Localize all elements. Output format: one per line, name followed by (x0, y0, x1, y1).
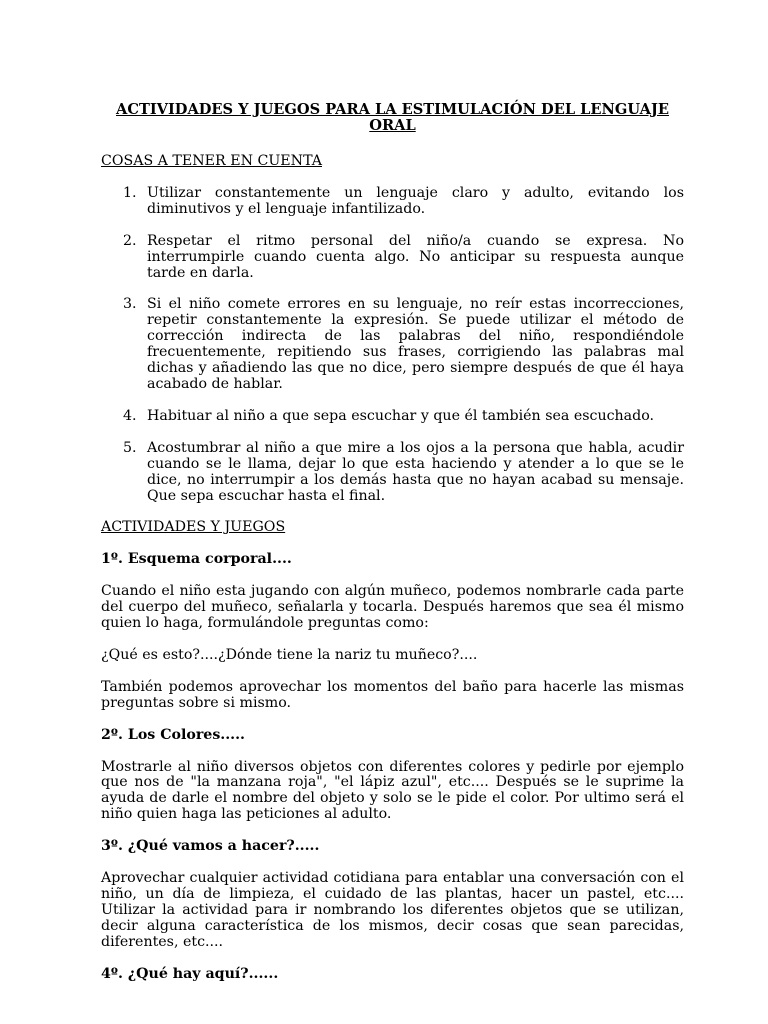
list-number: 1. (123, 184, 137, 201)
activity-1-paragraph-3: También podemos aprovechar los momentos del baño para hacerle las mismas preguntas sobre si mismo. (101, 678, 684, 711)
activity-1-paragraph-1: Cuando el niño esta jugando con algún muñeco, podemos nombrarle cada parte del cuerpo del muñeco, señalarla y tocarla. Después haremos que sea él mismo quien lo haga, formulándole preguntas como: (101, 583, 684, 632)
activity-2-paragraph-1: Mostrarle al niño diversos objetos con diferentes colores y pedirle por ejemplo que nos de "la manzana roja", "el lápiz azul", etc.... Después se le suprime la ayuda de darle el nombre del objeto y solo se le pide el color. Por ultimo será el niño quien haga las peticiones al adulto. (101, 758, 684, 823)
activity-4-title: 4º. ¿Qué hay aquí?...... (101, 965, 279, 982)
list-item-text: Respetar el ritmo personal del niño/a cuando se expresa. No interrumpirle cuando cuenta algo. No anticipar su respuesta aunque tarde en darla. (147, 232, 684, 281)
list-item (101, 409, 684, 425)
list-item-text: Si el niño comete errores en su lenguaje, no reír estas incorrecciones, repetir constantemente la expresión. Se puede utilizar el método de corrección indirecta de las palabras del niño, respondiéndole frecuentemente, repitiendo sus frases, corrigiendo las palabras mal dichas y añadiendo las que no dice, pero siempre después de que él haya acabado de hablar. (147, 296, 684, 392)
list-item (101, 297, 684, 392)
list-number: 3. (123, 296, 137, 313)
list-number: 4. (123, 407, 137, 424)
activity-2-title: 2º. Los Colores..... (101, 726, 246, 743)
document-title: ACTIVIDADES Y JUEGOS PARA LA ESTIMULACIÓN DEL LENGUAJE ORAL (116, 101, 669, 134)
list-number: 5. (123, 439, 137, 456)
list-item (101, 186, 684, 218)
list-item (101, 234, 684, 282)
activity-3-paragraph-1: Aprovechar cualquier actividad cotidiana para entablar una conversación con el niño, un día de limpieza, el cuidado de las plantas, hacer un pastel, etc.... Utilizar la actividad para ir nombrando los diferentes objetos que se utilizan, decir alguna característica de los mismos, decir cosas que sean parecidas, diferentes, etc.... (101, 870, 684, 950)
activity-1-title: 1º. Esquema corporal.... (101, 551, 292, 568)
tips-list (101, 186, 684, 505)
list-item-text: Utilizar constantemente un lenguaje claro y adulto, evitando los diminutivos y el lenguaje infantilizado. (147, 184, 684, 217)
activity-3-title: 3º. ¿Qué vamos a hacer?..... (101, 838, 320, 855)
list-item-text: Habituar al niño a que sepa escuchar y que él también sea escuchado. (147, 407, 655, 424)
list-number: 2. (123, 232, 137, 249)
section-heading-cosas: COSAS A TENER EN CUENTA (101, 153, 323, 169)
activity-1-paragraph-2: ¿Qué es esto?....¿Dónde tiene la nariz tu muñeco?.... (101, 646, 478, 663)
section-heading-actividades: ACTIVIDADES Y JUEGOS (101, 519, 286, 536)
list-item-text: Acostumbrar al niño a que mire a los ojos a la persona que habla, acudir cuando se le llama, dejar lo que esta haciendo y atender a lo que se le dice, no interrumpir a los demás hasta que no hayan acabad su mensaje. Que sepa escuchar hasta el final. (147, 439, 684, 504)
list-item (101, 441, 684, 505)
